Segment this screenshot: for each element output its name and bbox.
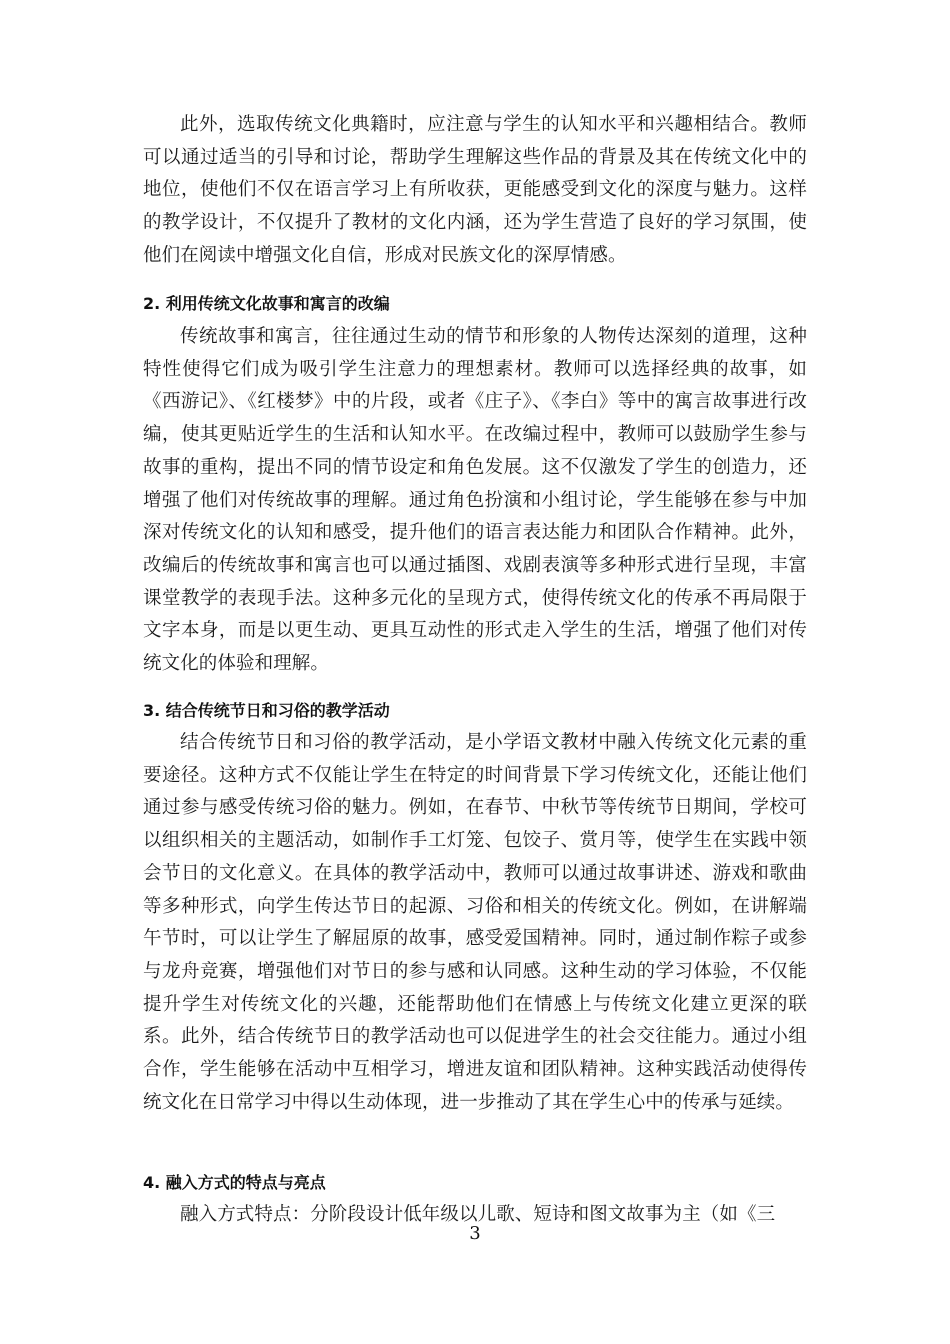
- section-heading-2: 2. 利用传统文化故事和寓言的改编: [143, 294, 390, 313]
- paragraph-integration-features: 融入方式特点：分阶段设计低年级以儿歌、短诗和图文故事为主（如《三: [180, 1204, 776, 1225]
- section-heading-3: 3. 结合传统节日和习俗的教学活动: [143, 701, 390, 720]
- paragraph-stories-fables: 传统故事和寓言，往往通过生动的情节和形象的人物传达深刻的道理，这种特性使得它们成为吸引学生注意力的理想素材。教师可以选择经典的故事，如《西游记》、《红楼梦》中的片段，或者《庄子》、《李白》等中的寓言故事进行改编，使其更贴近学生的生活和认知水平。在改编过程中，教师可以鼓励学生参与故事的重构，提出不同的情节设定和角色发展。这不仅激发了学生的创造力，还增强了他们对传统故事的理解。通过角色扮演和小组讨论，学生能够在参与中加深对传统文化的认知和感受，提升他们的语言表达能力和团队合作精神。此外，改编后的传统故事和寓言也可以通过插图、戏剧表演等多种形式进行呈现，丰富课堂教学的表现手法。这种多元化的呈现方式，使得传统文化的传承不再局限于文字本身，而是以更生动、更具互动性的形式走入学生的生活，增强了他们对传统文化的体验和理解。: [143, 326, 807, 675]
- page-number: 3: [469, 1223, 481, 1244]
- section-heading-4: 4. 融入方式的特点与亮点: [143, 1173, 326, 1192]
- paragraph-festivals-customs: 结合传统节日和习俗的教学活动，是小学语文教材中融入传统文化元素的重要途径。这种方式不仅能让学生在特定的时间背景下学习传统文化，还能让他们通过参与感受传统习俗的魅力。例如，在春节、中秋节等传统节日期间，学校可以组织相关的主题活动，如制作手工灯笼、包饺子、赏月等，使学生在实践中领会节日的文化意义。在具体的教学活动中，教师可以通过故事讲述、游戏和歌曲等多种形式，向学生传达节日的起源、习俗和相关的传统文化。例如，在讲解端午节时，可以让学生了解屈原的故事，感受爱国精神。同时，通过制作粽子或参与龙舟竞赛，增强他们对节日的参与感和认同感。这种生动的学习体验，不仅能提升学生对传统文化的兴趣，还能帮助他们在情感上与传统文化建立更深的联系。此外，结合传统节日的教学活动也可以促进学生的社会交往能力。通过小组合作，学生能够在活动中互相学习，增进友谊和团队精神。这种实践活动使得传统文化在日常学习中得以生动体现，进一步推动了其在学生心中的传承与延续。: [143, 732, 807, 1113]
- paragraph-classics-selection: 此外，选取传统文化典籍时，应注意与学生的认知水平和兴趣相结合。教师可以通过适当的引导和讨论，帮助学生理解这些作品的背景及其在传统文化中的地位，使他们不仅在语言学习上有所收获，更能感受到文化的深度与魅力。这样的教学设计，不仅提升了教材的文化内涵，还为学生营造了良好的学习氛围，使他们在阅读中增强文化自信，形成对民族文化的深厚情感。: [143, 114, 807, 266]
